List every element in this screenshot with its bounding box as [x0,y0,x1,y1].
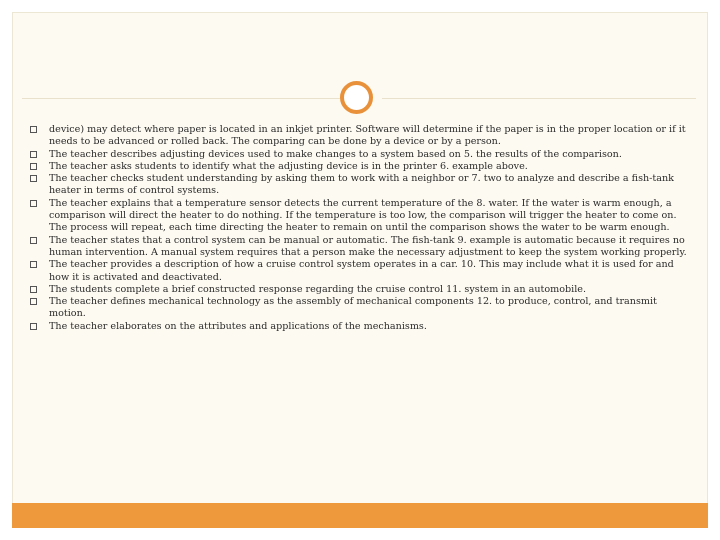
bullet-item [30,198,690,235]
title-divider-left [22,98,342,99]
checkbox-bullet-icon [30,200,37,207]
bullet-item [30,161,690,173]
checkbox-bullet-icon [30,298,37,305]
bullet-list [30,124,690,333]
bullet-text: The teacher checks student understanding by asking them to work with a neighbor or 7. two to analyze and describe a fish-tank heater in terms of control systems. [49,173,674,197]
bullet-text: The teacher elaborates on the attributes and applications of the mechanisms. [49,320,427,332]
bullet-text: The teacher states that a control system can be manual or automatic. The fish-tank 9. example is automatic because it requires no human intervention. A manual system requires that a person make the necessary adjustment to keep the system working properly. [49,234,687,258]
bullet-text: The teacher asks students to identify what the adjusting device is in the printer 6. example above. [49,160,528,172]
bullet-item [30,149,690,161]
bullet-item [30,284,690,296]
bullet-item [30,124,690,149]
footer-accent-bar [12,503,708,528]
bullet-item [30,235,690,260]
bullet-item [30,259,690,284]
bullet-text: The teacher provides a description of how a cruise control system operates in a car. 10. This may include what it is used for and how it is activated and deactivated. [49,259,674,283]
bullet-item [30,296,690,321]
checkbox-bullet-icon [30,175,37,182]
checkbox-bullet-icon [30,126,37,133]
bullet-text: The teacher defines mechanical technology as the assembly of mechanical components 12. to produce, control, and transmit motion. [49,296,657,320]
checkbox-bullet-icon [30,237,37,244]
bullet-text: device) may detect where paper is located in an inkjet printer. Software will determine if the paper is in the proper location or if it needs to be advanced or rolled back. The comparing can be done by a device or by a person. [49,124,686,148]
checkbox-bullet-icon [30,151,37,158]
checkbox-bullet-icon [30,286,37,293]
checkbox-bullet-icon [30,323,37,330]
title-divider-right [382,98,696,99]
checkbox-bullet-icon [30,163,37,170]
bullet-item [30,173,690,198]
decorative-ring-icon [340,81,373,114]
bullet-text: The teacher explains that a temperature sensor detects the current temperature of the 8. water. If the water is warm enough, a comparison will direct the heater to do nothing. If the temperature is too low, the comparison will trigger the heater to come on. The process will repeat, each time directing the heater to remain on until the comparison shows the water to be warm enough. [49,197,677,234]
bullet-item [30,321,690,333]
bullet-text: The students complete a brief constructed response regarding the cruise control 11. system in an automobile. [49,283,587,295]
checkbox-bullet-icon [30,261,37,268]
bullet-text: The teacher describes adjusting devices used to make changes to a system based on 5. the results of the comparison. [49,148,622,160]
